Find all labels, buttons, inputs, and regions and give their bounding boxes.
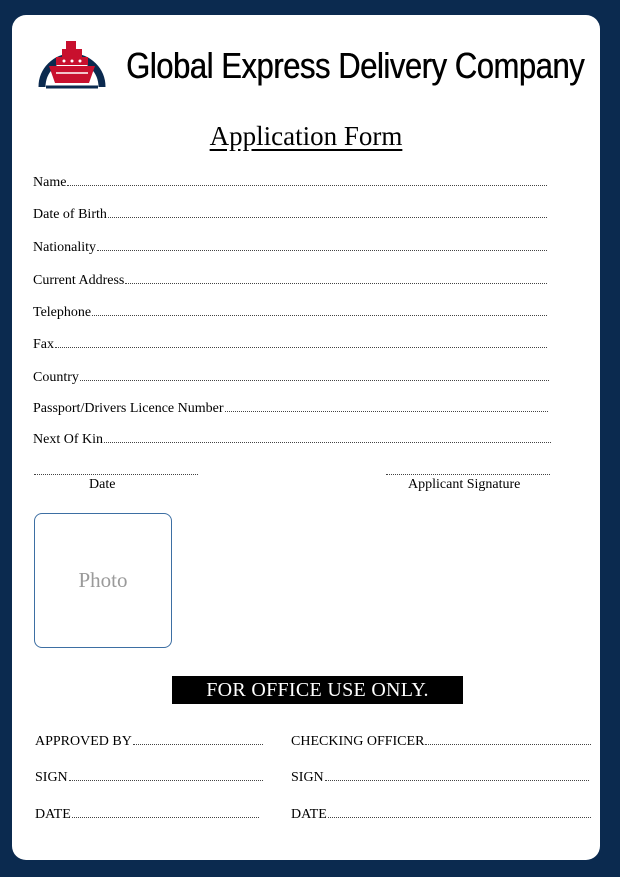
field-fax[interactable] [33,337,547,353]
field-line [69,770,263,781]
date-label: Date [89,477,116,492]
field-label: DATE [291,807,327,822]
field-line [97,240,547,251]
field-date-left[interactable] [35,807,259,823]
field-label: SIGN [291,770,324,785]
field-line [225,401,549,412]
field-line [80,370,549,381]
field-line [125,273,547,284]
field-line [55,337,547,348]
field-sign-right[interactable] [291,770,589,786]
field-nationality[interactable] [33,240,547,256]
ship-logo-icon [36,31,108,93]
photo-box[interactable] [34,513,172,648]
application-form-sheet [12,15,600,860]
field-label: Name [33,175,67,190]
signature-label: Applicant Signature [408,477,521,492]
field-country[interactable] [33,370,549,386]
field-label: Next Of Kin [33,432,103,447]
field-line [325,770,589,781]
field-label: Date of Birth [33,207,107,222]
form-title: Application Form [209,121,403,151]
field-line [328,807,591,818]
field-line [104,432,551,443]
field-current-address[interactable] [33,273,547,289]
field-line [133,734,263,745]
field-line [108,207,547,218]
field-label: CHECKING OFFICER [291,734,425,749]
field-checking-officer[interactable] [291,734,591,750]
field-label: Current Address [33,273,125,288]
photo-label: Photo [78,568,128,592]
field-label: SIGN [35,770,68,785]
field-label: Fax [33,337,54,352]
signature-line[interactable] [386,473,550,475]
field-line [72,807,259,818]
date-line[interactable] [34,473,198,475]
field-line [425,734,591,745]
office-use-banner: FOR OFFICE USE ONLY. [172,676,463,704]
field-passport-licence[interactable] [33,401,548,417]
field-sign-left[interactable] [35,770,263,786]
field-label: Passport/Drivers Licence Number [33,401,224,416]
company-name: Global Express Delivery Company [126,45,585,86]
field-name[interactable] [33,175,547,191]
field-line [92,305,547,316]
field-line [67,175,547,186]
field-date-right[interactable] [291,807,591,823]
field-label: APPROVED BY [35,734,132,749]
field-date-of-birth[interactable] [33,207,547,223]
field-label: Country [33,370,79,385]
field-telephone[interactable] [33,305,547,321]
field-next-of-kin[interactable] [33,432,551,448]
field-approved-by[interactable] [35,734,263,750]
field-label: Telephone [33,305,92,320]
field-label: DATE [35,807,71,822]
field-label: Nationality [33,240,96,255]
